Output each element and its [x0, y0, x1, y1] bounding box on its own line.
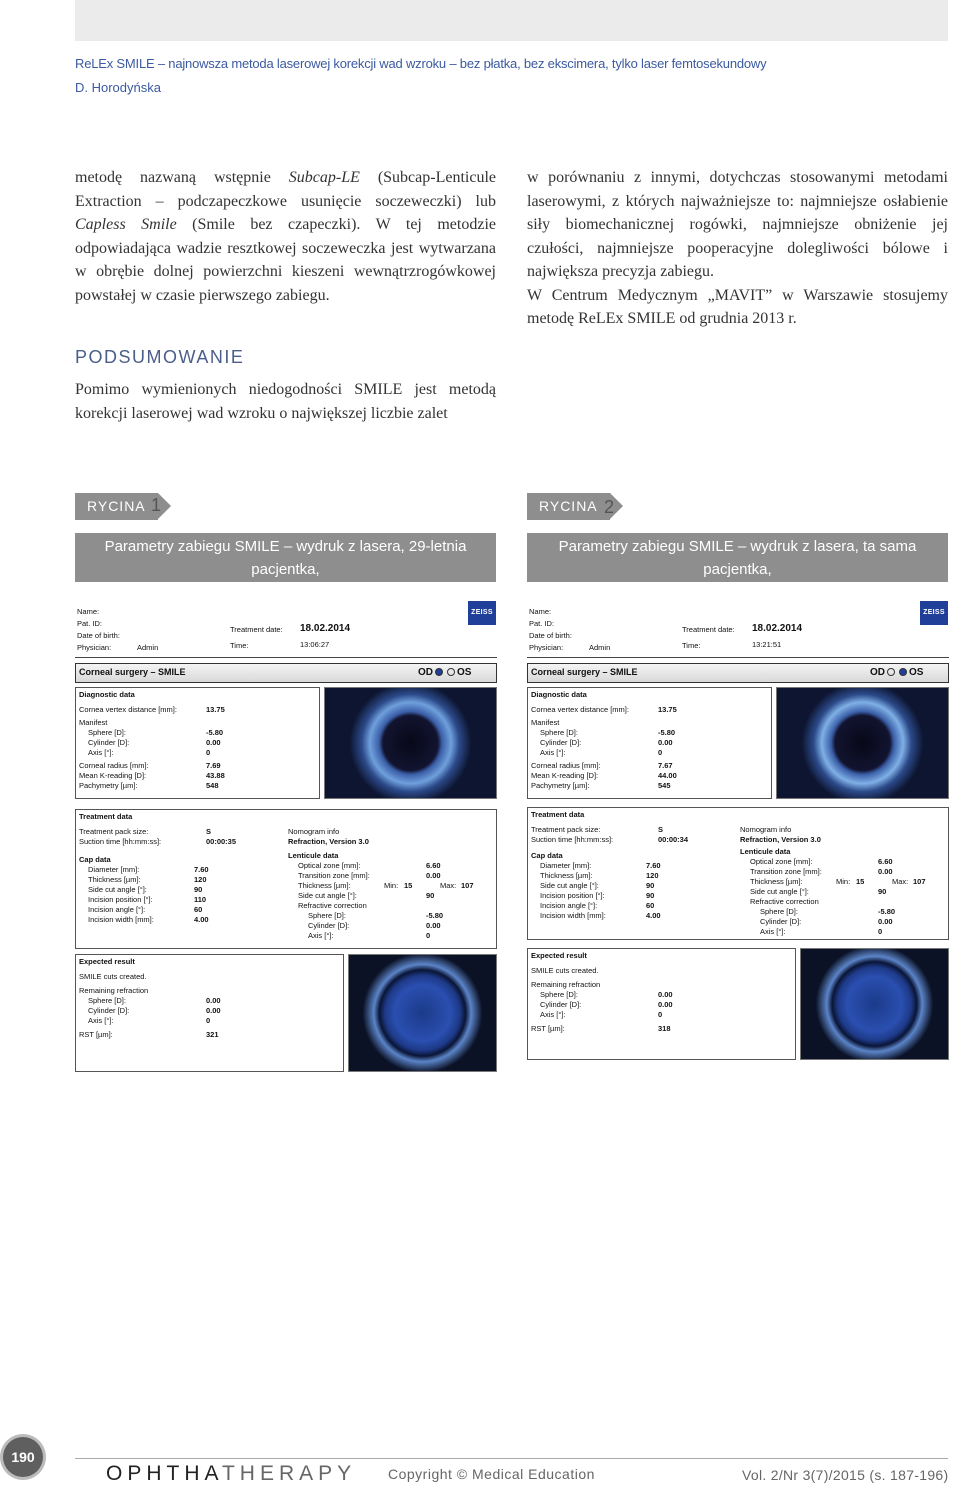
diagnostic-data-panel: Diagnostic data Cornea vertex distance [mm]: 13.75 Manifest Sphere [D]: -5.80 Cylinder [D]: 0.00 Axis [°]: 0 Corneal radius [mm]: 7.69 Mean K-reading [D]: 43.88 Pachymetry [µm]: 548	[75, 687, 320, 799]
treatment-data-panel: Treatment data Treatment pack size: S Suction time [hh:mm:ss]: 00:00:35 Cap data Diameter [mm]: 7.60 Thickness [µm]: 120 Side cut angle [°]: 90 Incision position [°]: 110 Incision angle [°]: 60 Incision width [mm]: 4.00 Nomogram info Refraction, Version 3.0 Lenticule data Optical zone [mm]: 6.60 Transition zone [mm]: 0.00 Thickness [µm]: Min: 15 Max: 107 Side cut angle [°]: 90 Refractive correction Sphere [D]: -5.80 Cylinder [D]: 0.00 Axis [°]: 0	[75, 809, 497, 949]
corneal-surgery-banner: Corneal surgery – SMILE OD OS	[75, 663, 497, 683]
os-selected-icon	[899, 668, 907, 676]
eye-preop-image-2	[776, 687, 949, 799]
running-author: D. Horodyńska	[75, 80, 161, 95]
figure-1-number: 1	[151, 495, 162, 515]
left-column-text: metodę nazwaną wstępnie Subcap-LE (Subcap-Lenticule Extraction – podczapeczkowe usunięcie soczeweczki) lub Capless Smile (Smile bez czapeczki). W tej metodzie odpowiadająca wadzie resztkowej soczeweczka jest wytwarzana w obrębie dolnej powierzchni kieszeni wewnątrzrogówkowej powstałej w czasie pierwszego zabiegu.	[75, 169, 497, 304]
expected-result-panel: Expected result SMILE cuts created. Remaining refraction Sphere [D]: 0.00 Cylinder [D]: 0.00 Axis [°]: 0 RST [µm]: 321	[75, 954, 344, 1072]
zeiss-logo: ZEISS	[468, 601, 496, 625]
eye-postop-image-2	[800, 948, 949, 1060]
corneal-surgery-banner: Corneal surgery – SMILE OD OS	[527, 663, 949, 683]
figure-1-caption: Parametry zabiegu SMILE – wydruk z lasera, 29-letnia pacjentka, OP, wada korygowana: -5,8 Dsph.	[75, 533, 496, 582]
volume-info: Vol. 2/Nr 3(7)/2015 (s. 187-196)	[742, 1467, 949, 1483]
zeiss-logo: ZEISS	[920, 601, 948, 625]
running-title: ReLEx SMILE – najnowsza metoda laserowej korekcji wad wzroku – bez płatka, bez ekscimera, tylko laser femtosekundowy	[75, 56, 767, 71]
header-bar	[75, 0, 948, 41]
laser-printout-1: Name: Pat. ID: Date of birth: Physician: Admin Treatment date: 18.02.2014 Time: 13:06:27 ZEISS Corneal surgery – SMILE OD OS Diagnostic data Cornea vertex distance [mm]: 13.75 Manifest Sphere [D]: -5.80 Cylinder [D]: 0.00 Axis [°]: 0 Corneal radius [mm]: 7.69 Mean K-reading [D]: 43.88 Pachymetry [µm]: 548 Treatment data Treatment pack size: S Suction time [hh:mm:ss]: 00:00:35 Cap data Diameter [mm]: 7.60 Thickness [µm]: 120 Side cut angle [°]: 90 Incision position [°]: 110 Incision angle [°]: 60 Incision width [mm]: 4.00 Nomogram info Refraction, Version 3.0 Lenticule data Optical zone [mm]: 6.60 Transition zone [mm]: 0.00 Thickness [µm]: Min: 15 Max: 107 Side cut angle [°]: 90 Refractive correction Sphere [D]: -5.80 Cylinder [D]: 0.00 Axis [°]: 0 Expected result SMILE cuts created. Remaining refraction Sphere [D]: 0.00 Cylinder [D]: 0.00 Axis [°]: 0 RST [µm]: 321	[75, 597, 497, 1073]
figure-2-number: 2	[604, 497, 615, 517]
journal-name: OPHTHATHERAPY	[106, 1462, 357, 1485]
laser-printout-2: Name: Pat. ID: Date of birth: Physician: Admin Treatment date: 18.02.2014 Time: 13:21:51 ZEISS Corneal surgery – SMILE OD OS Diagnostic data Cornea vertex distance [mm]: 13.75 Manifest Sphere [D]: -5.80 Cylinder [D]: 0.00 Axis [°]: 0 Corneal radius [mm]: 7.67 Mean K-reading [D]: 44.00 Pachymetry [µm]: 545 Treatment data Treatment pack size: S Suction time [hh:mm:ss]: 00:00:34 Cap data Diameter [mm]: 7.60 Thickness [µm]: 120 Side cut angle [°]: 90 Incision position [°]: 90 Incision angle [°]: 60 Incision width [mm]: 4.00 Nomogram info Refraction, Version 3.0 Lenticule data Optical zone [mm]: 6.60 Transition zone [mm]: 0.00 Thickness [µm]: Min: 15 Max: 107 Side cut angle [°]: 90 Refractive correction Sphere [D]: -5.80 Cylinder [D]: 0.00 Axis [°]: 0 Expected result SMILE cuts created. Remaining refraction Sphere [D]: 0.00 Cylinder [D]: 0.00 Axis [°]: 0 RST [µm]: 318	[527, 597, 949, 1062]
copyright: Copyright © Medical Education	[388, 1466, 595, 1482]
figure-2-tag: RYCINA	[527, 493, 610, 520]
diagnostic-data-panel: Diagnostic data Cornea vertex distance [mm]: 13.75 Manifest Sphere [D]: -5.80 Cylinder [D]: 0.00 Axis [°]: 0 Corneal radius [mm]: 7.67 Mean K-reading [D]: 44.00 Pachymetry [µm]: 545	[527, 687, 772, 799]
expected-result-panel: Expected result SMILE cuts created. Remaining refraction Sphere [D]: 0.00 Cylinder [D]: 0.00 Axis [°]: 0 RST [µm]: 318	[527, 948, 796, 1060]
eye-postop-image-1	[348, 954, 497, 1072]
od-unselected-icon	[887, 668, 895, 676]
summary-text: Pomimo wymienionych niedogodności SMILE jest metodą korekcji laserowej wad wzroku o największej liczbie zalet	[75, 381, 496, 422]
eye-preop-image-1	[324, 687, 497, 799]
page-number: 190	[3, 1437, 43, 1477]
figure-2-caption: Parametry zabiegu SMILE – wydruk z lasera, ta sama pacjentka, OL, wada korygowana: -5,8 Dsph.	[527, 533, 948, 582]
summary-heading: PODSUMOWANIE	[75, 347, 245, 367]
footer-divider	[75, 1458, 948, 1459]
od-selected-icon	[435, 668, 443, 676]
os-unselected-icon	[447, 668, 455, 676]
figure-1-tag: RYCINA	[75, 493, 158, 520]
right-column-text: w porównaniu z innymi, dotychczas stosowanymi metodami laserowymi, z których najważniejsze to: najmniejsze osłabienie siły biomechanicznej rogówki, najmniejsze obniżenie jej czułości, najmniejsze pooperacyjne dolegliwości bólowe i największa precyzja zabiegu. W Centrum Medycznym „MAVIT” w Warszawie stosujemy metodę ReLEx SMILE od grudnia 2013 r.	[527, 169, 948, 327]
treatment-data-panel: Treatment data Treatment pack size: S Suction time [hh:mm:ss]: 00:00:34 Cap data Diameter [mm]: 7.60 Thickness [µm]: 120 Side cut angle [°]: 90 Incision position [°]: 90 Incision angle [°]: 60 Incision width [mm]: 4.00 Nomogram info Refraction, Version 3.0 Lenticule data Optical zone [mm]: 6.60 Transition zone [mm]: 0.00 Thickness [µm]: Min: 15 Max: 107 Side cut angle [°]: 90 Refractive correction Sphere [D]: -5.80 Cylinder [D]: 0.00 Axis [°]: 0	[527, 807, 949, 940]
